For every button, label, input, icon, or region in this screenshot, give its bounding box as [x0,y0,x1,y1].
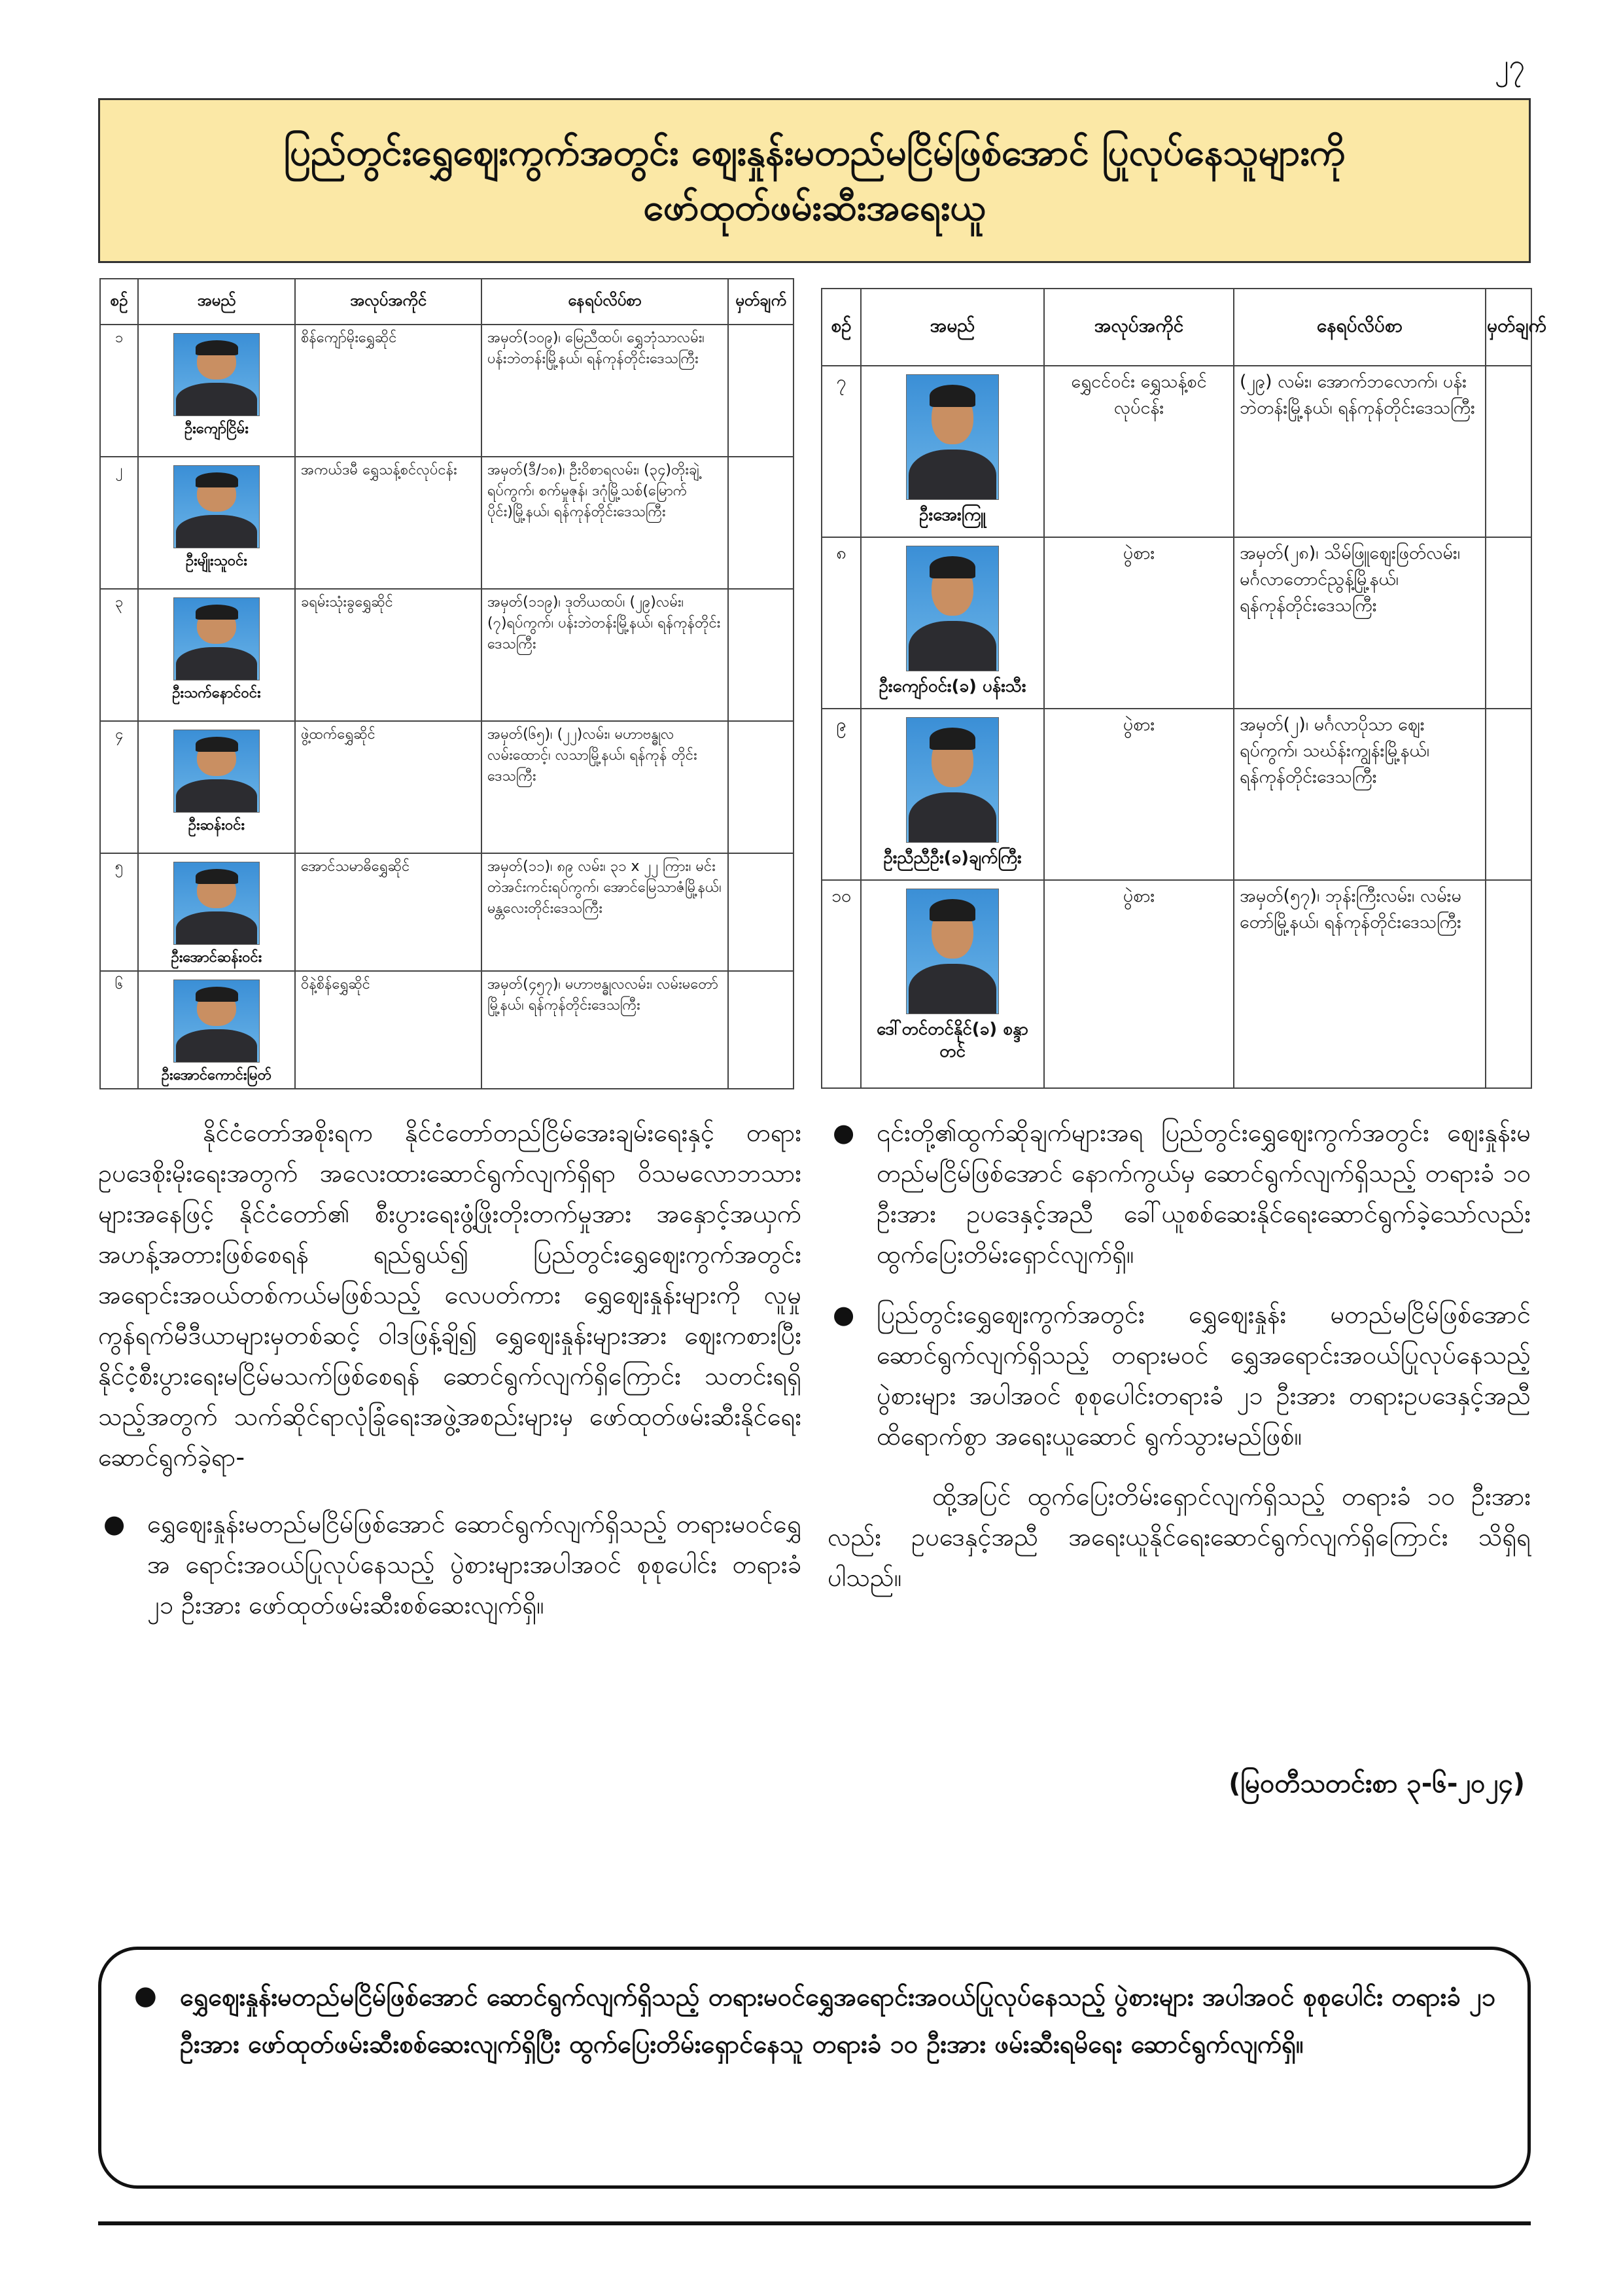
right-article-column [828,1112,1531,1598]
row-no: ၇ [822,366,861,537]
header-no: စဉ် [100,279,138,325]
person-address: အမှတ်(၂)၊ မင်္ဂလာပိုသာ ဈေးရပ်ကွက်၊ သဃ်န်းကျွန်းမြို့နယ်၊ ရန်ကုန်တိုင်းဒေသကြီး [1234,709,1486,880]
bullet-dot: ● [833,1118,855,1147]
person-business: ရွှေငင်ဝင်း ရွှေသန့်စင်လုပ်ငန်း [1044,366,1234,537]
person-name: ဦးညီညီဦး(ခ)ချက်ကြီး [883,848,1022,868]
table-row [822,537,1531,709]
header-business: အလုပ်အကိုင် [1044,289,1234,366]
table-row [100,971,794,1089]
intro-paragraph: နိုင်ငံတော်အစိုးရက နိုင်ငံတော်တည်ငြိမ်အေးချမ်းရေးနှင့် တရားဥပဒေစိုးမိုးရေးအတွက် အလေးထားဆောင်ရွက်လျက်ရှိရာ ဝိသမလောဘသားများအနေဖြင့် နိုင်ငံတော်၏ စီးပွားရေးဖွံ့ဖြိုးတိုးတက်မှုအား အနှောင့်အယှက် အဟန့်အတားဖြစ်စေရန် ရည်ရွယ်၍ ပြည်တွင်းရွှေဈေးကွက်အတွင်း အရောင်းအဝယ်တစ်ကယ်မဖြစ်သည့် လေပတ်ကား ရွှေဈေးနှုန်းများကို လူမှုကွန်ရက်မီဒီယာများမှတစ်ဆင့် ဝါဒဖြန့်ချိ၍ ရွှေဈေးနှုန်းများအား ဈေးကစားပြီး နိုင်ငံ့စီးပွားရေးမငြိမ်မသက်ဖြစ်စေရန် ဆောင်ရွက်လျက်ရှိကြောင်း သတင်းရရှိသည့်အတွက် သက်ဆိုင်ရာလုံခြုံရေးအဖွဲ့အစည်းများမှ ဖော်ထုတ်ဖမ်းဆီးနိုင်ရေး ဆောင်ရွက်ခဲ့ရာ- [98,1118,801,1472]
header-remark: မှတ်ချက် [1486,289,1531,366]
person-remark [1486,366,1531,537]
right-bullet-list [828,1112,1531,1457]
person-cell [138,721,295,853]
person-cell [138,325,295,457]
person-cell [138,589,295,721]
person-cell [861,537,1044,709]
person-address: အမှတ်(၄၅၇)၊ မဟာဗန္ဓုလလမ်း၊ လမ်းမတော်မြို့နယ်၊ ရန်ကုန်တိုင်းဒေသကြီး [481,971,728,1089]
row-no: ၉ [822,709,861,880]
person-photo [906,889,999,1014]
list-item [98,1504,801,1625]
person-address: (၂၉) လမ်း၊ အောက်ဘလောက်၊ ပန်းဘဲတန်းမြို့နယ်၊ ရန်ကုန်တိုင်းဒေသကြီး [1234,366,1486,537]
person-business: ပွဲစား [1044,709,1234,880]
person-cell [138,971,295,1089]
header-name: အမည် [861,289,1044,366]
person-remark [728,325,794,457]
person-photo [173,730,260,813]
person-remark [1486,880,1531,1088]
header-address: နေရပ်လိပ်စာ [1234,289,1486,366]
person-address: အမှတ်(၂၈)၊ သိမ်ဖြူဈေးဖြတ်လမ်း၊ မင်္ဂလာတောင်ညွန့်မြို့နယ်၊ ရန်ကုန်တိုင်းဒေသကြီး [1234,537,1486,709]
bullet-dot: ● [103,1510,126,1538]
summary-text: ရွှေဈေးနှုန်းမတည်မငြိမ်ဖြစ်အောင် ဆောင်ရွက်လျက်ရှိသည့် တရားမဝင်ရွှေအရောင်းအဝယ်ပြုလုပ်နေသည့် ပွဲစားများ အပါအဝင် စုစုပေါင်း တရားခံ ၂၁ ဦးအား ဖော်ထုတ်ဖမ်းဆီးစစ်ဆေးလျက်ရှိပြီး ထွက်ပြေးတိမ်းရှောင်နေသူ တရားခံ ၁၀ ဦးအား ဖမ်းဆီးရမိရေး ဆောင်ရွက်လျက်ရှိ။ [180,1983,1495,2058]
person-business: အောင်သမာဓိရွှေဆိုင် [295,853,481,971]
person-name: ဦးဆန်းဝင်း [188,817,245,834]
person-name: ဦးကျော်ငြိမ်း [184,421,249,437]
person-business: စိန်ကျော်မိုးရွှေဆိုင် [295,325,481,457]
list-item [828,1112,1531,1275]
bullet-text: ၎င်းတို့၏ထွက်ဆိုချက်များအရ ပြည်တွင်းရွှေဈေးကွက်အတွင်း ဈေးနှုန်းမတည်မငြိမ်ဖြစ်အောင် နောက်ကွယ်မှ ဆောင်ရွက်လျက်ရှိသည့် တရားခံ ၁၀ ဦးအား ဥပဒေနှင့်အညီ ခေါ်ယူစစ်ဆေးနိုင်ရေးဆောင်ရွက်ခဲ့သော်လည်း ထွက်ပြေးတိမ်းရှောင်လျက်ရှိ။ [877,1118,1531,1269]
table-row [822,880,1531,1088]
person-cell [861,366,1044,537]
person-name: ဦးမျိုးသူဝင်း [186,553,247,569]
person-address: အမှတ်(၅၇)၊ ဘုန်းကြီးလမ်း၊ လမ်းမတော်မြို့နယ်၊ ရန်ကုန်တိုင်းဒေသကြီး [1234,880,1486,1088]
table-row [100,325,794,457]
person-remark [1486,537,1531,709]
row-no: ၈ [822,537,861,709]
person-business: ပွဲစား [1044,537,1234,709]
closing-paragraph: ထို့အပြင် ထွက်ပြေးတိမ်းရှောင်လျက်ရှိသည့် တရားခံ ၁၀ ဦးအားလည်း ဥပဒေနှင့်အညီ အရေးယူနိုင်ရေးဆောင်ရွက်လျက်ရှိကြောင်း သိရှိရပါသည်။ [828,1482,1531,1592]
person-remark [728,853,794,971]
person-cell [861,880,1044,1088]
person-address: အမှတ်(၁၁၉)၊ ဒုတိယထပ်၊ (၂၉)လမ်း၊ (၇)ရပ်ကွက်၊ ပန်းဘဲတန်းမြို့နယ်၊ ရန်ကုန်တိုင်းဒေသကြီး [481,589,728,721]
source-citation: (မြဝတီသတင်းစာ ၃-၆-၂၀၂၄) [1229,1769,1525,1799]
person-photo [173,597,260,680]
list-item [828,1294,1531,1457]
person-address: အမှတ်(၆၅)၊ (၂၂)လမ်း၊ မဟာဗန္ဓုလလမ်းထောင့်၊ လသာမြို့နယ်၊ ရန်ကုန် တိုင်းဒေသကြီး [481,721,728,853]
person-photo [906,546,999,671]
person-cell [138,853,295,971]
row-no: ၁ [100,325,138,457]
left-article-column [98,1112,801,1645]
bullet-dot: ● [833,1300,855,1329]
person-name: ဦးအောင်ကောင်းမြတ် [161,1067,272,1084]
table-row [100,853,794,971]
person-address: အမှတ်(ဒီ/၁၈)၊ ဦးဝိစာရလမ်း၊ (၃၄)တိုးချဲ့ရပ်ကွက်၊ စက်မှုဇုန်၊ ဒဂုံမြို့သစ်(မြောက်ပိုင်း)မြို့နယ်၊ ရန်ကုန်တိုင်းဒေသကြီး [481,457,728,589]
suspects-table-right [821,288,1546,1089]
person-remark [1486,709,1531,880]
person-remark [728,589,794,721]
title-banner [98,98,1531,263]
table-row [822,709,1531,880]
header-business: အလုပ်အကိုင် [295,279,481,325]
person-business: ဖွဲ့ထက်ရွှေဆိုင် [295,721,481,853]
table-row [100,589,794,721]
person-cell [861,709,1044,880]
header-address: နေရပ်လိပ်စာ [481,279,728,325]
person-business: အကယ်ဒမီ ရွှေသန့်စင်လုပ်ငန်း [295,457,481,589]
left-bullet-list [98,1504,801,1625]
bottom-rule [98,2221,1531,2225]
row-no: ၁၀ [822,880,861,1088]
bullet-dot: ● [134,1981,157,2011]
header-no: စဉ် [822,289,861,366]
person-photo [173,465,260,548]
table-row [100,721,794,853]
suspects-table-left [99,278,794,1089]
row-no: ၅ [100,853,138,971]
person-photo [173,333,260,416]
person-address: အမှတ်(၁၀၉)၊ မြေညီထပ်၊ ရွှေဘုံသာလမ်း၊ ပန်းဘဲတန်းမြို့နယ်၊ ရန်ကုန်တိုင်းဒေသကြီး [481,325,728,457]
person-address: အမှတ်(၁၁)၊ ၈၉ လမ်း၊ ၃၁ x ၂၂ ကြား၊ မင်းတဲအင်းကင်းရပ်ကွက်၊ အောင်မြေသာဇံမြို့နယ်၊ မန္တလေးတိုင်းဒေသကြီး [481,853,728,971]
person-business: ခရမ်းသုံးခွရွှေဆိုင် [295,589,481,721]
person-remark [728,721,794,853]
row-no: ၂ [100,457,138,589]
person-cell [138,457,295,589]
person-photo [173,862,260,945]
person-name: ဦးကျော်ဝင်း(ခ) ပန်းသီး [879,677,1026,696]
person-name: ဒေါ်တင်တင်နိုင်(ခ) စန္ဒာတင် [877,1019,1028,1061]
table-row [822,366,1531,537]
person-name: ဦးအေးကြူ [919,505,986,525]
title-line-2: ဖော်ထုတ်ဖမ်းဆီးအရေးယူ [643,186,986,229]
page-number: ၂၇ [1494,48,1525,82]
person-business: ဝိနဲ့စိန်ရွှေဆိုင် [295,971,481,1089]
header-remark: မှတ်ချက် [728,279,794,325]
person-photo [906,374,999,500]
table-row [100,457,794,589]
person-photo [906,717,999,843]
bullet-text: ပြည်တွင်းရွှေဈေးကွက်အတွင်း ရွှေဈေးနှုန်း မတည်မငြိမ်ဖြစ်အောင် ဆောင်ရွက်လျက်ရှိသည့် တရားမဝင် ရွှေအရောင်းအဝယ်ပြုလုပ်နေသည့်ပွဲစားများ အပါအဝင် စုစုပေါင်းတရားခံ ၂၁ ဦးအား တရားဥပဒေနှင့်အညီ ထိရောက်စွာ အရေးယူဆောင် ရွက်သွားမည်ဖြစ်။ [877,1300,1531,1451]
bullet-text: ရွှေဈေးနှုန်းမတည်မငြိမ်ဖြစ်အောင် ဆောင်ရွက်လျက်ရှိသည့် တရားမဝင်ရွှေအ ရောင်းအဝယ်ပြုလုပ်နေသည့် ပွဲစားများအပါအဝင် စုစုပေါင်း တရားခံ ၂၁ ဦးအား ဖော်ထုတ်ဖမ်းဆီးစစ်ဆေးလျက်ရှိ။ [147,1510,801,1619]
row-no: ၆ [100,971,138,1089]
person-photo [173,980,260,1063]
row-no: ၄ [100,721,138,853]
person-name: ဦးသက်နောင်ဝင်း [172,685,261,701]
summary-box [98,1947,1531,2189]
person-remark [728,971,794,1089]
title-line-1: ပြည်တွင်းရွှေဈေးကွက်အတွင်း ဈေးနှုန်းမတည်မငြိမ်ဖြစ်အောင် ပြုလုပ်နေသူများကို [283,132,1346,174]
row-no: ၃ [100,589,138,721]
person-name: ဦးအောင်ဆန်းဝင်း [171,949,262,966]
person-business: ပွဲစား [1044,880,1234,1088]
header-name: အမည် [138,279,295,325]
person-remark [728,457,794,589]
